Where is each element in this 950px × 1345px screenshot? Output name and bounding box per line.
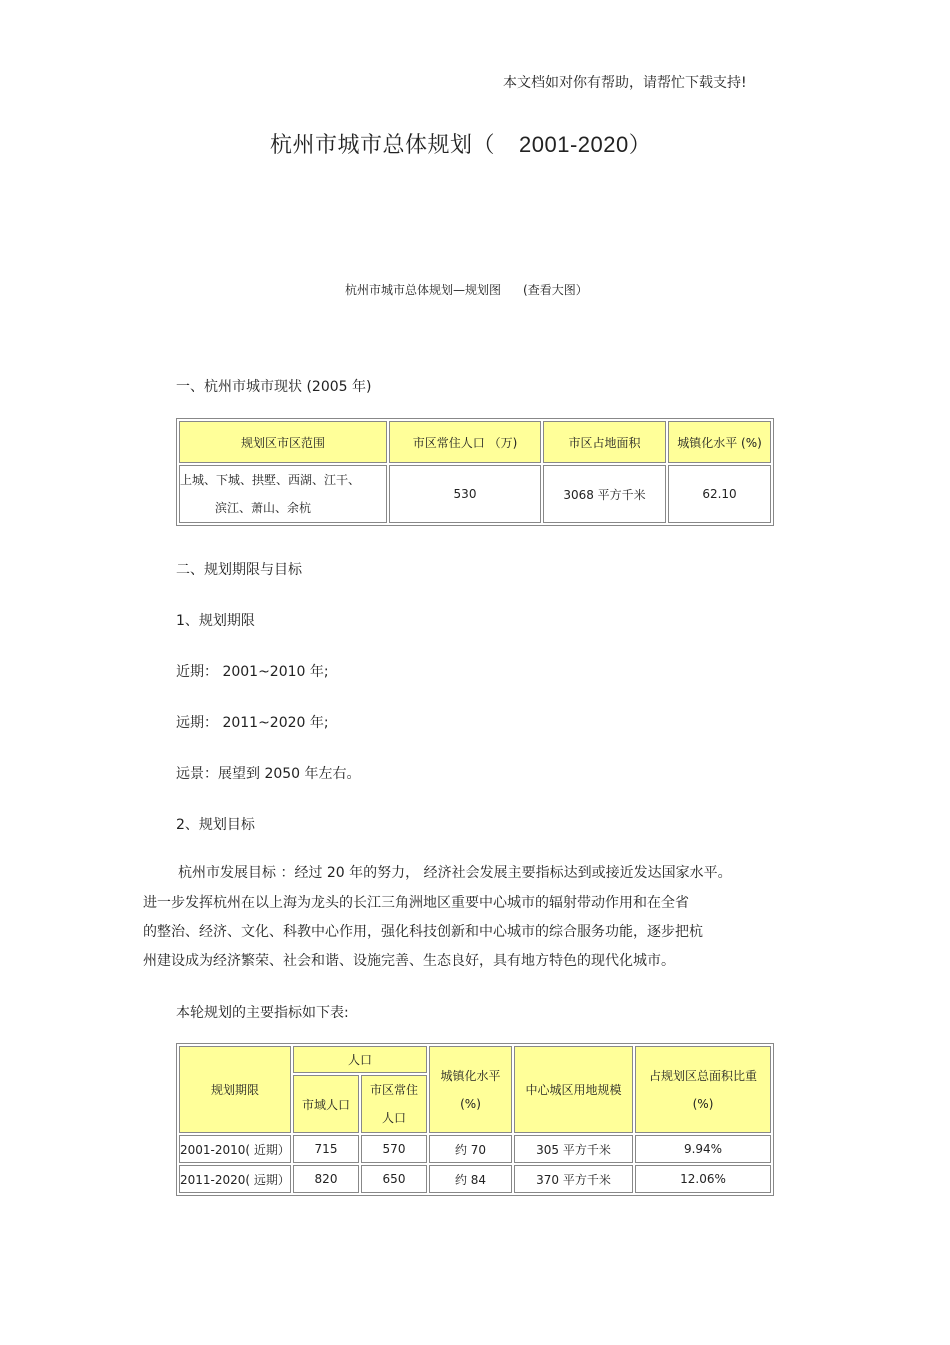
goal-line-2: 进一步发挥杭州在以上海为龙头的长江三角洲地区重要中心城市的辐射带动作用和在全省 (143, 895, 689, 911)
row1-urbanization: 约 70 (429, 1135, 512, 1163)
table2-header-population: 人口 (293, 1046, 427, 1073)
row1-period: 2001-2010( 近期） (179, 1135, 291, 1163)
vision: 远景：展望到 2050 年左右。 (176, 766, 361, 782)
table1-cell-land: 3068 平方千米 (543, 465, 666, 523)
title-text: 杭州市城市总体规划（ (270, 133, 496, 158)
current-status-table (176, 418, 774, 526)
table2-header-city-pop: 市域人口 (293, 1075, 359, 1133)
area-line1: 上城、下城、拱墅、西湖、江干、 (180, 473, 361, 487)
goal-line-4: 州建设成为经济繁荣、社会和谐、设施完善、生态良好，具有地方特色的现代化城市。 (143, 953, 675, 969)
planning-indicators-table (176, 1043, 774, 1196)
section-period-goals: 二、规划期限与目标 (176, 562, 302, 578)
title-year: 2001-2020） (519, 132, 652, 157)
map-caption-text: 杭州市城市总体规划—规划图 (345, 283, 502, 297)
row1-urban-pop: 570 (361, 1135, 427, 1163)
row2-urbanization: 约 84 (429, 1165, 512, 1193)
row2-land: 370 平方千米 (514, 1165, 633, 1193)
row1-ratio: 9.94% (635, 1135, 771, 1163)
table2-intro: 本轮规划的主要指标如下表: (176, 1005, 349, 1021)
subsection-goals: 2、规划目标 (176, 817, 255, 833)
subsection-period: 1、规划期限 (176, 613, 255, 629)
table1-cell-urbanization: 62.10 (668, 465, 771, 523)
goal-line-1: 杭州市发展目标 ：经过 20 年的努力， 经济社会发展主要指标达到或接近发达国家水平。 (178, 865, 732, 881)
near-term: 近期： 2001~2010 年; (176, 664, 329, 680)
header-note: 本文档如对你有帮助，请帮忙下载支持! (503, 75, 747, 91)
row1-city-pop: 715 (293, 1135, 359, 1163)
table2-header-land: 中心城区用地规模 (514, 1046, 633, 1133)
table2-header-period: 规划期限 (179, 1046, 291, 1133)
table1-header-population: 市区常住人口 （万) (389, 421, 541, 463)
row2-ratio: 12.06% (635, 1165, 771, 1193)
table-row (179, 1165, 771, 1193)
table1-header-urbanization: 城镇化水平 (%) (668, 421, 771, 463)
section-current-status: 一、杭州市城市现状 (2005 年) (176, 379, 372, 395)
row2-urban-pop: 650 (361, 1165, 427, 1193)
table2-header-urbanization: 城镇化水平 (%) (429, 1046, 512, 1133)
area-line2: 滨江、萧山、余杭 (214, 501, 311, 515)
table1-header-land: 市区占地面积 (543, 421, 666, 463)
table1-cell-population: 530 (389, 465, 541, 523)
row2-city-pop: 820 (293, 1165, 359, 1193)
table2-header-ratio: 占规划区总面积比重 (%) (635, 1046, 771, 1133)
goal-line-3: 的整治、经济、文化、科教中心作用，强化科技创新和中心城市的综合服务功能，逐步把杭 (143, 924, 703, 940)
table2-header-urban-pop: 市区常住 人口 (361, 1075, 427, 1133)
map-caption (345, 281, 588, 298)
row2-period: 2011-2020( 远期） (179, 1165, 291, 1193)
long-term: 远期： 2011~2020 年; (176, 715, 329, 731)
table1-header-area: 规划区市区范围 (179, 421, 387, 463)
view-large-map-link[interactable]: (查看大图） (523, 283, 588, 297)
page-title (270, 128, 651, 159)
row1-land: 305 平方千米 (514, 1135, 633, 1163)
table-row (179, 1135, 771, 1163)
table1-cell-area (179, 465, 387, 523)
